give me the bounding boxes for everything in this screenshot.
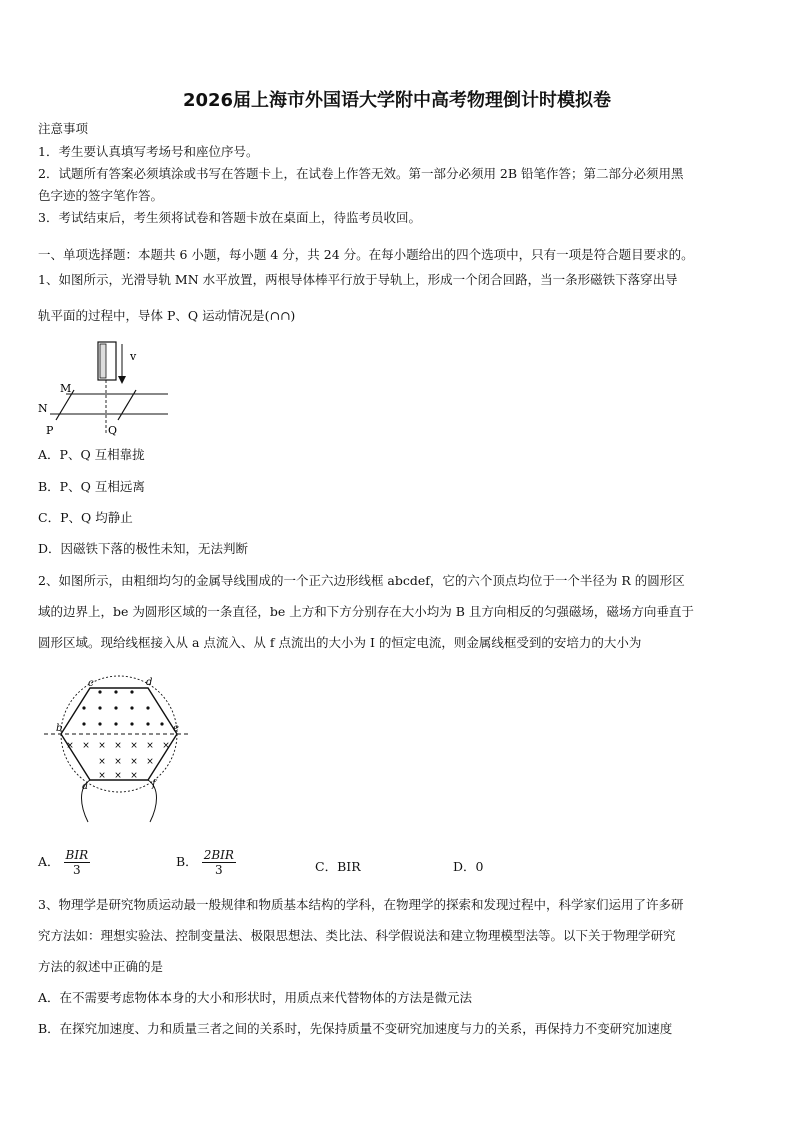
label-n: N [38,402,48,415]
q1-option-d: D．因磁铁下落的极性未知，无法判断 [38,541,249,556]
q2-stem-line2: 域的边界上，be 为圆形区域的一条直径，be 上方和下方分别存在大小均为 B 且方向相反的匀强磁场，磁场方向垂直于 [38,604,694,619]
label-d: d [146,677,153,688]
q2-option-b-label: B． [176,854,198,869]
svg-text:×: × [114,771,122,781]
q1-option-a: A．P、Q 互相靠拢 [38,447,145,462]
notice-heading: 注意事项 [38,121,89,136]
notice-item-1: 1．考生要认真填写考场号和座位序号。 [38,144,259,159]
q2-option-a-label: A． [38,854,60,869]
label-e: e [173,723,179,734]
q2-option-b-fraction [202,848,236,877]
notice-item-2: 2．试题所有答案必须填涂或书写在答题卡上，在试卷上作答无效。第一部分必须用 2B 铅笔作答；第二部分必须用黑 [38,166,684,181]
svg-text:×: × [114,757,122,767]
label-f: f [152,779,156,790]
q1-option-b: B．P、Q 互相远离 [38,479,145,494]
svg-text:×: × [130,771,138,781]
field-crosses [66,741,170,781]
label-p: P [46,424,54,437]
q1-figure [36,336,186,438]
label-c: c [88,678,94,689]
section-heading: 一、单项选择题：本题共 6 小题，每小题 4 分，共 24 分。在每小题给出的四个选项中，只有一项是符合题目要求的。 [38,247,694,262]
svg-text:×: × [146,741,154,751]
q2-stem-line3: 圆形区域。现给线框接入从 a 点流入、从 f 点流出的大小为 I 的恒定电流，则金属线框受到的安培力的大小为 [38,635,642,650]
q3-option-a: A．在不需要考虑物体本身的大小和形状时，用质点来代替物体的方法是微元法 [38,990,473,1005]
q2-figure [40,674,190,824]
svg-text:×: × [146,757,154,767]
svg-text:×: × [98,741,106,751]
q1-option-c: C．P、Q 均静止 [38,510,133,525]
q2-option-d: D．0 [453,859,484,874]
q2-option-b [176,848,236,877]
velocity-arrowhead [118,376,126,384]
notice-item-3: 3．考试结束后，考生须将试卷和答题卡放在桌面上，待监考员收回。 [38,210,421,225]
svg-text:×: × [82,741,90,751]
q2-option-c: C．BIR [315,859,361,874]
q3-stem-line2: 究方法如：理想实验法、控制变量法、极限思想法、类比法、科学假说法和建立物理模型法等。以下关于物理学研究 [38,928,676,943]
q2-option-b-numerator: 2BIR [203,848,234,862]
svg-text:×: × [66,741,74,751]
q2-option-a-denominator: 3 [73,863,81,877]
label-b: b [56,723,63,734]
q1-stem-line1: 1、如图所示，光滑导轨 MN 水平放置，两根导体棒平行放于导轨上，形成一个闭合回路，当一条形磁铁下落穿出导 [38,272,678,287]
q2-option-b-denominator: 3 [214,863,223,877]
svg-text:×: × [114,741,122,751]
q2-option-a-numerator: BIR [65,848,89,862]
label-a: a [82,781,88,792]
q3-stem-line3: 方法的叙述中正确的是 [38,959,164,974]
svg-text:×: × [98,771,106,781]
q3-option-b: B．在探究加速度、力和质量三者之间的关系时，先保持质量不变研究加速度与力的关系，再保持力不变研究加速度 [38,1021,673,1036]
q3-stem-line1: 3、物理学是研究物质运动最一般规律和物质基本结构的学科，在物理学的探索和发现过程中，科学家们运用了许多研 [38,897,684,912]
magnet-shade [100,344,106,378]
svg-text:×: × [162,741,170,751]
q2-stem-line1: 2、如图所示，由粗细均匀的金属导线围成的一个正六边形线框 abcdef，它的六个顶点均位于一个半径为 R 的圆形区 [38,573,685,588]
notice-item-2-cont: 色字迹的签字笔作答。 [38,188,164,203]
label-m: M [60,382,72,395]
q1-stem-line2: 轨平面的过程中，导体 P、Q 运动情况是(∩∩) [38,308,296,323]
q2-option-a [38,848,90,877]
velocity-label: v [130,350,137,363]
page-title: 2026届上海市外国语大学附中高考物理倒计时模拟卷 [182,90,612,111]
svg-text:×: × [130,741,138,751]
svg-text:×: × [98,757,106,767]
field-dots [82,690,163,725]
svg-text:×: × [130,757,138,767]
label-q: Q [108,424,118,437]
q2-option-a-fraction [64,848,91,877]
